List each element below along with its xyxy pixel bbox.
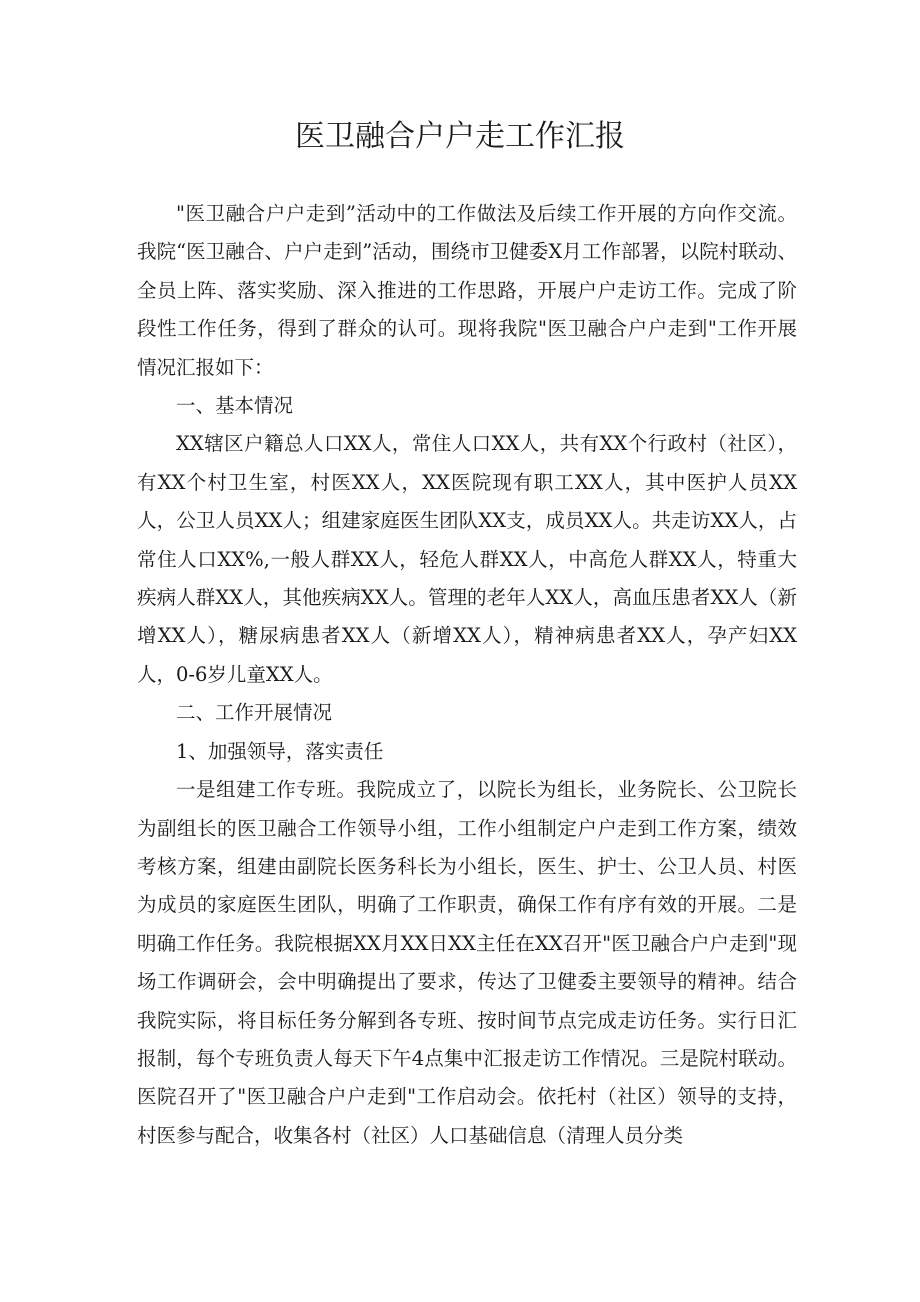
intro-paragraph: "医卫融合户户走到”活动中的工作做法及后续工作开展的方向作交流。我院“医卫融合、户户走到”活动，围绕市卫健委X月工作部署，以院村联动、全员上阵、落实奖励、深入推进的工作思路，开展户户走访工作。完成了阶段性工作任务，得到了群众的认可。现将我院"医卫融合户户走到"工作开展情况汇报如下：: [137, 202, 797, 379]
basic-info-paragraph: XX辖区户籍总人口XX人，常住人口XX人，共有XX个行政村（社区），有XX个村卫生室，村医XX人，XX医院现有职工XX人，其中医护人员XX人，公卫人员XX人；组建家庭医生团队XX支，成员XX人。共走访XX人，占常住人口XX%,一般人群XX人，轻危人群XX人，中高危人群XX人，特重大疾病人群XX人，其他疾病XX人。管理的老年人XX人，高血压患者XX人（新增XX人），糖尿病患者XX人（新增XX人），精神病患者XX人，孕产妇XX人，0-6岁儿童XX人。: [137, 432, 797, 686]
subsection-heading-leadership: 1、加强领导，落实责任: [176, 739, 384, 763]
document-title: 医卫融合户户走工作汇报: [295, 119, 625, 154]
section-heading-basic: 一、基本情况: [176, 394, 294, 418]
document-body: [137, 195, 797, 1155]
work-detail-paragraph: 一是组建工作专班。我院成立了，以院长为组长，业务院长、公卫院长为副组长的医卫融合工作领导小组，工作小组制定户户走到工作方案，绩效考核方案，组建由副院长医务科长为小组长，医生、护士、公卫人员、村医为成员的家庭医生团队，明确了工作职责，确保工作有序有效的开展。二是明确工作任务。我院根据XX月XX日XX主任在XX召开"医卫融合户户走到"现场工作调研会，会中明确提出了要求，传达了卫健委主要领导的精神。结合我院实际，将目标任务分解到各专班、按时间节点完成走访任务。实行日汇报制，每个专班负责人每天下午4点集中汇报走访工作情况。三是院村联动。医院召开了"医卫融合户户走到"工作启动会。依托村（社区）领导的支持，村医参与配合，收集各村（社区）人口基础信息（清理人员分类: [137, 778, 797, 1147]
section-heading-work: 二、工作开展情况: [176, 701, 333, 725]
